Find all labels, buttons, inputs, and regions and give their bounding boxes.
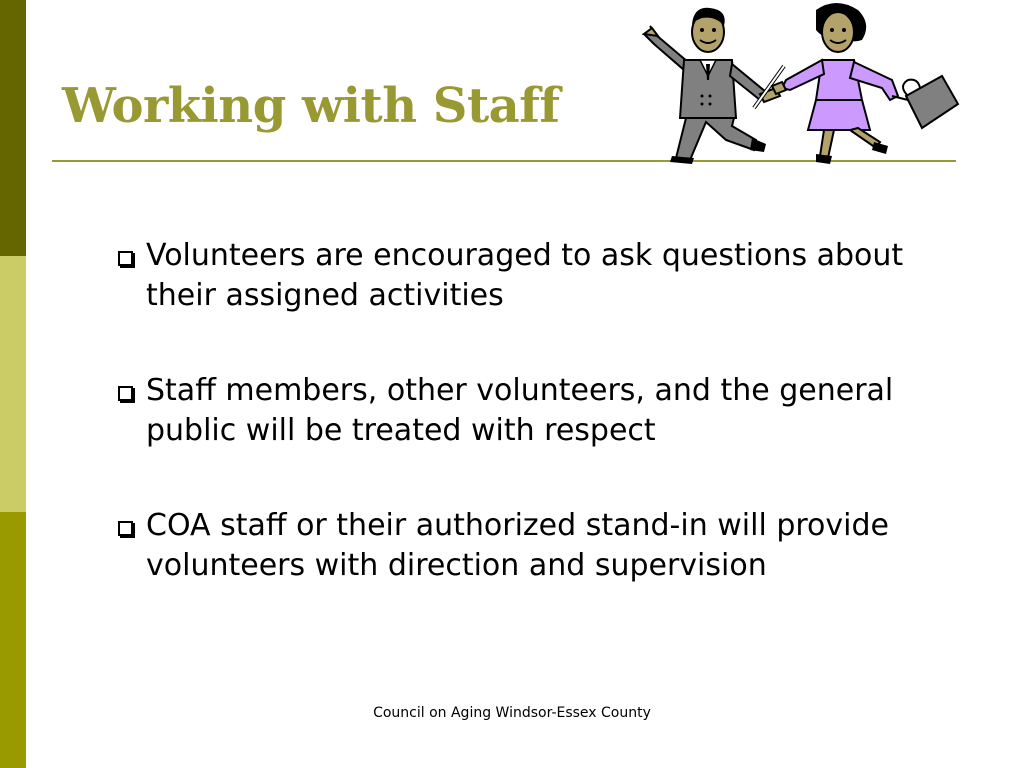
business-people-clipart xyxy=(636,0,966,168)
bullet-item xyxy=(110,371,930,451)
bullet-text: COA staff or their authorized stand-in will provide volunteers with direction and supervision xyxy=(146,508,889,583)
slide-footer: Council on Aging Windsor-Essex County xyxy=(373,705,651,721)
checkbox-bullet-icon xyxy=(118,251,133,266)
bullet-item xyxy=(110,506,930,586)
accent-bar-top xyxy=(0,0,26,256)
bullet-text: Volunteers are encouraged to ask questions about their assigned activities xyxy=(146,238,904,313)
slide-title: Working with Staff xyxy=(62,78,560,134)
checkbox-bullet-icon xyxy=(118,521,133,536)
accent-bar-bottom xyxy=(0,512,26,768)
bullet-item xyxy=(110,236,930,316)
accent-bar-middle xyxy=(0,256,26,512)
bullet-list xyxy=(110,236,930,641)
checkbox-bullet-icon xyxy=(118,386,133,401)
businesswoman-figure xyxy=(772,3,958,164)
bullet-text: Staff members, other volunteers, and the general public will be treated with respect xyxy=(146,373,894,448)
businessman-figure xyxy=(644,8,784,164)
